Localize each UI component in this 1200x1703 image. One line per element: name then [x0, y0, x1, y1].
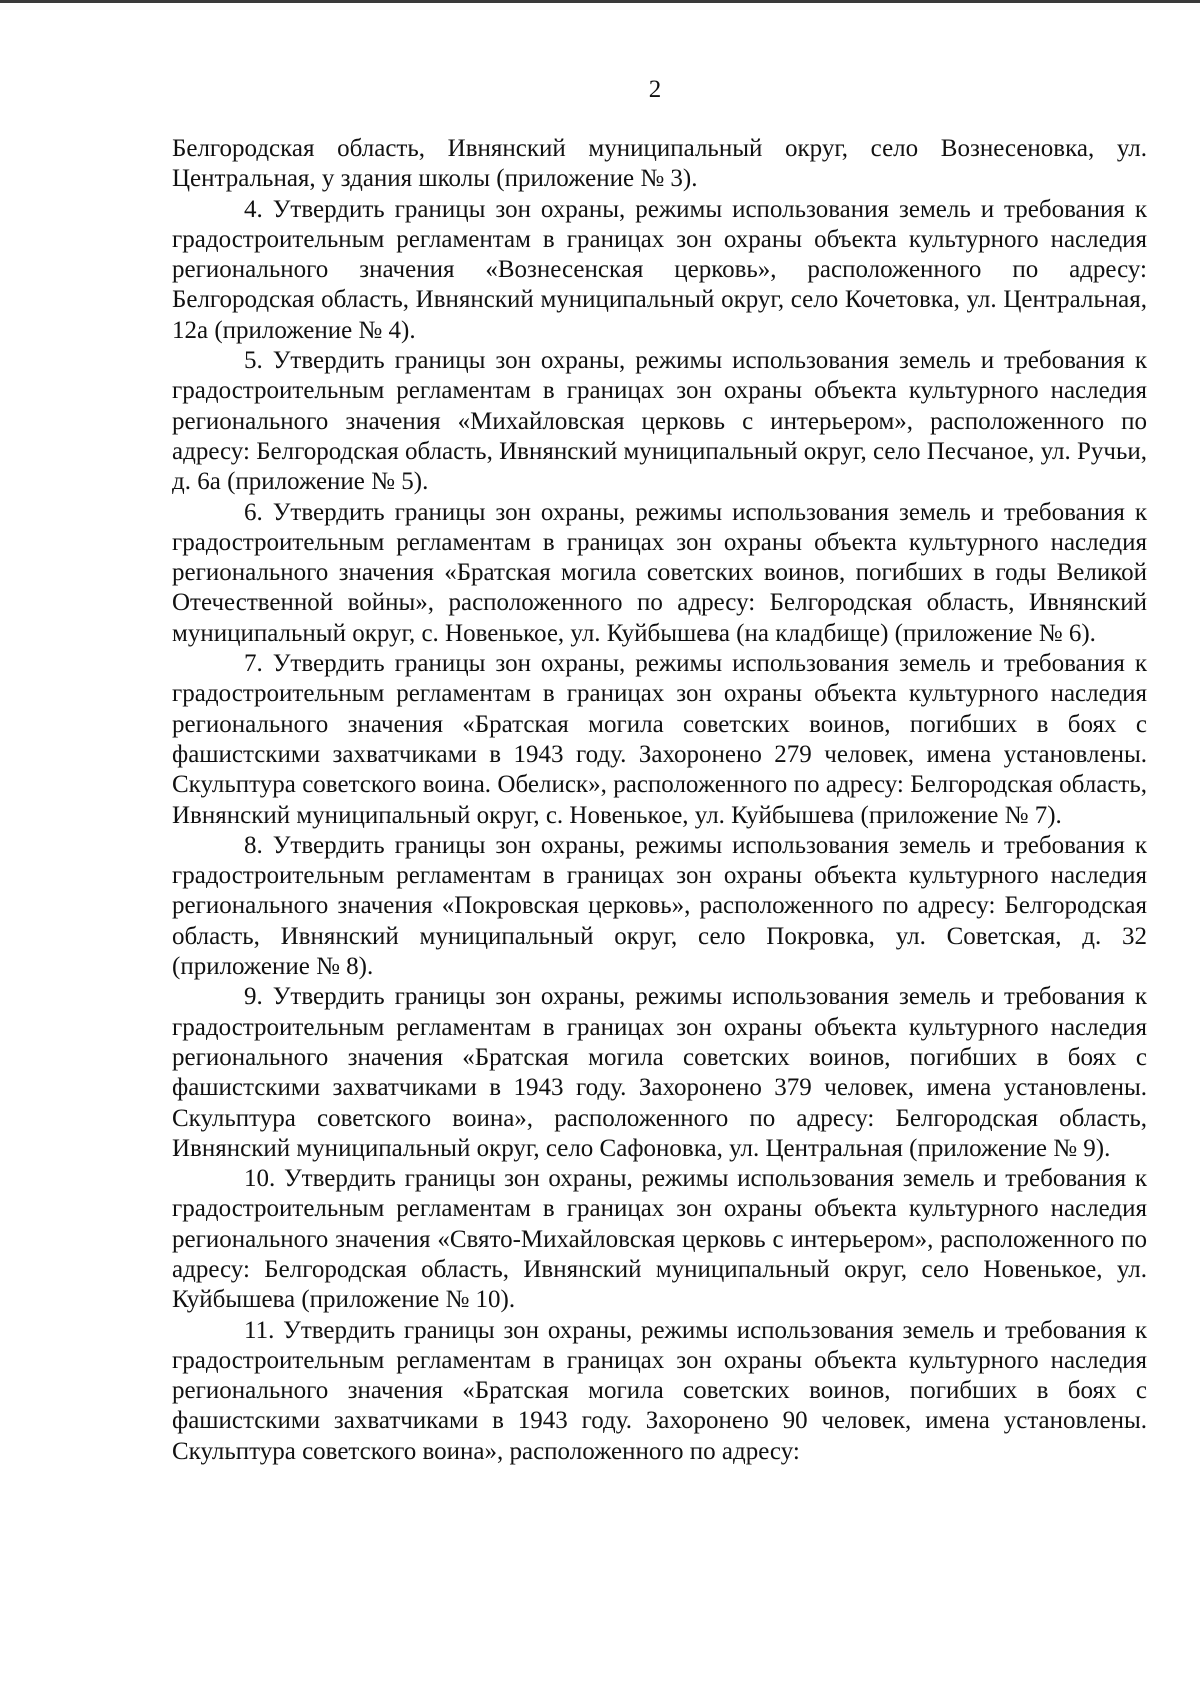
paragraph-item-10: 10. Утвердить границы зон охраны, режимы использования земель и требования к градостроительным регламентам в границах зон охраны объекта культурного наследия регионального значения «Свято-Михайловская церковь с интерьером», расположенного по адресу: Белгородская область, Ивнянский муниципальный округ, село Новенькое, ул. Куйбышева (приложение № 10). [172, 1165, 1147, 1314]
paragraph-item-6: 6. Утвердить границы зон охраны, режимы использования земель и требования к градостроительным регламентам в границах зон охраны объекта культурного наследия регионального значения «Братская могила советских воинов, погибших в годы Великой Отечественной войны», расположенного по адресу: Белгородская область, Ивнянский муниципальный округ, с. Новенькое, ул. Куйбышева (на кладбище) (приложение № 6). [172, 498, 1147, 647]
paragraph-item-8: 8. Утвердить границы зон охраны, режимы использования земель и требования к градостроительным регламентам в границах зон охраны объекта культурного наследия регионального значения «Покровская церковь», расположенного по адресу: Белгородская область, Ивнянский муниципальный округ, село Покровка, ул. Советская, д. 32 (приложение № 8). [172, 831, 1147, 981]
paragraph-item-7: 7. Утвердить границы зон охраны, режимы использования земель и требования к градостроительным регламентам в границах зон охраны объекта культурного наследия регионального значения «Братская могила советских воинов, погибших в боях с фашистскими захватчиками в 1943 году. Захоронено 279 человек, имена установлены. Скульптура советского воина. Обелиск», расположенного по адресу: Белгородская область, Ивнянский муниципальный округ, с. Новенькое, ул. Куйбышева (приложение № 7). [172, 650, 1147, 829]
paragraph-item-11: 11. Утвердить границы зон охраны, режимы использования земель и требования к градостроительным регламентам в границах зон охраны объекта культурного наследия регионального значения «Братская могила советских воинов, погибших в боях с фашистскими захватчиками в 1943 году. Захоронено 90 человек, имена установлены. Скульптура советского воина», расположенного по адресу: [172, 1316, 1147, 1465]
paragraph-item-5: 5. Утвердить границы зон охраны, режимы использования земель и требования к градостроительным регламентам в границах зон охраны объекта культурного наследия регионального значения «Михайловская церковь с интерьером», расположенного по адресу: Белгородская область, Ивнянский муниципальный округ, село Песчаное, ул. Ручьи, д. 6а (приложение № 5). [172, 347, 1147, 496]
document-body [172, 134, 1147, 1467]
page-number: 2 [648, 76, 662, 103]
paragraph-item-4: 4. Утвердить границы зон охраны, режимы использования земель и требования к градостроительным регламентам в границах зон охраны объекта культурного наследия регионального значения «Вознесенская церковь», расположенного по адресу: Белгородская область, Ивнянский муниципальный округ, село Кочетовка, ул. Центральная, 12а (приложение № 4). [172, 195, 1147, 344]
paragraph-item-9: 9. Утвердить границы зон охраны, режимы использования земель и требования к градостроительным регламентам в границах зон охраны объекта культурного наследия регионального значения «Братская могила советских воинов, погибших в боях с фашистскими захватчиками в 1943 году. Захоронено 379 человек, имена установлены. Скульптура советского воина», расположенного по адресу: Белгородская область, Ивнянский муниципальный округ, село Сафоновка, ул. Центральная (приложение № 9). [172, 983, 1147, 1162]
paragraph-continuation: Белгородская область, Ивнянский муниципальный округ, село Вознесеновка, ул. Центральная, у здания школы (приложение № 3). [172, 135, 1147, 193]
top-edge-line [0, 0, 1200, 3]
